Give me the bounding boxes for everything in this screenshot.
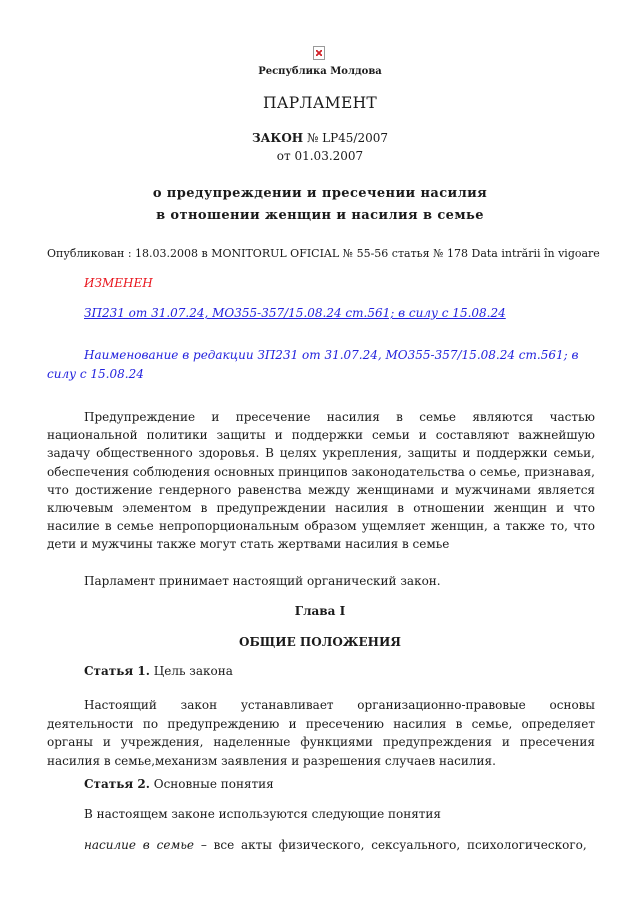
amendment-link[interactable]: ЗП231 от 31.07.24, MO355-357/15.08.24 ст.561; в силу с 15.08.24: [84, 306, 506, 320]
law-date: от 01.03.2007: [276, 149, 364, 163]
broken-image-icon: [313, 46, 325, 60]
article-2-intro: В настоящем законе используются следующие понятия: [84, 807, 441, 821]
law-title-line-2: в отношении женщин и насилия в семье: [156, 208, 484, 223]
article-1-label: Статья 1.: [84, 664, 150, 678]
republic-name: Республика Молдова: [258, 66, 382, 77]
chapter-label: Глава I: [294, 604, 346, 618]
adoption-statement: Парламент принимает настоящий органический закон.: [84, 574, 441, 588]
law-title-line-1: о предупреждении и пресечении насилия: [152, 186, 488, 201]
article-2-heading: [84, 777, 274, 791]
definition-item: [84, 838, 595, 852]
parliament-heading: ПАРЛАМЕНТ: [262, 94, 378, 112]
law-number-value: № LP45/2007: [306, 131, 389, 145]
chapter-title: ОБЩИЕ ПОЛОЖЕНИЯ: [239, 635, 401, 649]
amended-status: ИЗМЕНЕН: [84, 276, 153, 290]
preamble: Предупреждение и пресечение насилия в семье являются частью национальной политики защиты и поддержки семьи и составляют важнейшую задачу общественного здоровья. В целях укрепления, защиты и поддержки семьи, обеспечения соблюдения основных принципов законодательства о семье, признавая, что достижение гендерного равенства между женщинами и мужчинами является ключевым элементом в предупреждении насилия в отношении женщин и что насилие в семье непропорциональным образом ущемляет женщин, а также то, что дети и мужчины также могут стать жертвами насилия в семье: [47, 410, 595, 552]
article-2-title: Основные понятия: [153, 777, 274, 791]
definition-text: – все акты физического, сексуального, психологического,: [194, 838, 587, 852]
article-1-heading: [84, 664, 233, 678]
article-1-body: Настоящий закон устанавливает организационно-правовые основы деятельности по предупреждению и пресечению насилия в семье, определяет органы и учреждения, наделенные функциями предупреждения и пресечения насилия в семье,механизм заявления и разрешения случаев насилия.: [47, 698, 595, 768]
definition-term: насилие в семье: [84, 838, 194, 852]
law-number: [0, 131, 640, 145]
publication-info: Опубликован : 18.03.2008 в MONITORUL OFICIAL № 55-56 статья № 178 Data intrării în vigoare: [47, 247, 600, 260]
law-label: ЗАКОН: [251, 131, 304, 145]
article-2-label: Статья 2.: [84, 777, 150, 791]
article-1-title: Цель закона: [153, 664, 233, 678]
naming-note: Наименование в редакции ЗП231 от 31.07.24, MO355-357/15.08.24 ст.561; в силу с 15.08.24: [47, 348, 579, 381]
